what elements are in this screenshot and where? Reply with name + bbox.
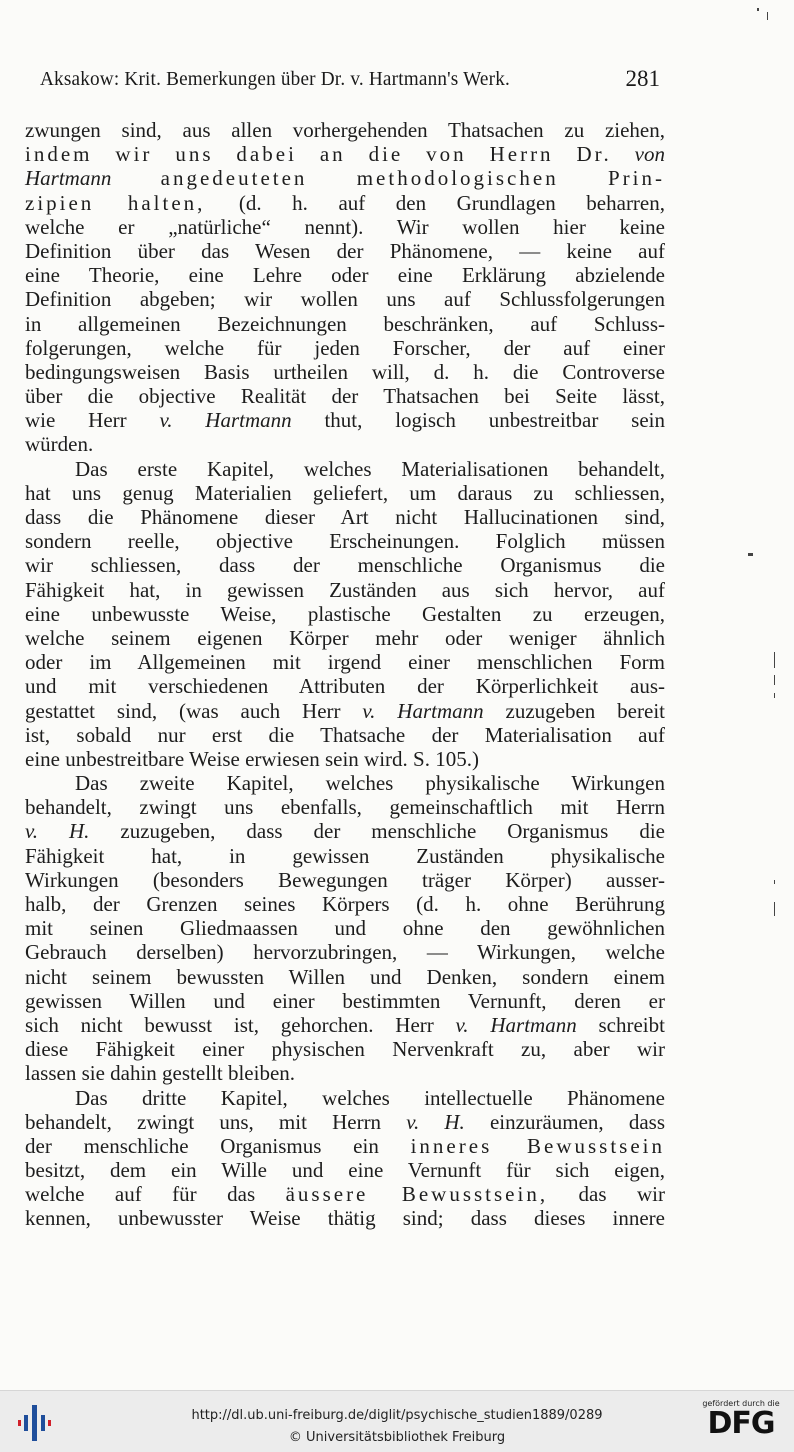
text-run: Das zweite Kapitel, welches physikalische Wirkungen (75, 771, 665, 796)
dfg-wordmark: DFG (707, 1406, 775, 1441)
text-line (25, 723, 665, 747)
text-run: sich nicht bewusst ist, gehorchen. Herr (25, 1012, 456, 1037)
text-line (25, 481, 665, 505)
text-run: schreibt (576, 1012, 665, 1037)
text-line (25, 819, 665, 843)
text-run: ist, sobald nur erst die Thatsache der Materialisation auf (25, 722, 665, 747)
text-run: gewissen Willen und einer bestimmten Vernunft, deren er (25, 988, 665, 1013)
dfg-logo (698, 1399, 784, 1447)
text-run: eine unbestreitbare Weise erwiesen sein wird. S. 105.) (25, 746, 479, 771)
text-run: zwungen sind, aus allen vorhergehenden Thatsachen zu ziehen, (25, 118, 665, 142)
text-line (25, 916, 665, 940)
dfg-caption: gefördert durch die (702, 1399, 780, 1408)
text-line (25, 965, 665, 989)
text-run: welche er „natürliche“ nennt). Wir wollen hier keine (25, 214, 665, 239)
text-run: diese Fähigkeit einer physischen Nervenkraft zu, aber wir (25, 1037, 665, 1062)
text-line (25, 1134, 665, 1158)
text-line (25, 215, 665, 239)
scan-mark (774, 902, 775, 916)
italic-text: v. H. (25, 819, 90, 844)
text-run: eine Theorie, eine Lehre oder eine Erklärung abzielende (25, 263, 665, 288)
italic-text: v. H. (406, 1109, 465, 1134)
text-line (25, 1061, 665, 1085)
text-run: angedeuteten methodologischen Prin- (111, 166, 665, 191)
text-run: eine unbewusste Weise, plastische Gestalten zu erzeugen, (25, 601, 665, 626)
text-run: zuzugeben, dass der menschliche Organismus die (89, 819, 665, 844)
text-run: zipien halten, (25, 190, 239, 215)
text-line (25, 312, 665, 336)
text-line (25, 1086, 665, 1110)
text-run: dass die Phänomene dieser Art nicht Hallucinationen sind, (25, 505, 665, 529)
text-run: Das erste Kapitel, welches Materialisationen behandelt, (75, 456, 665, 481)
text-run: würden. (25, 432, 94, 457)
text-run: hat uns genug Materialien geliefert, um daraus zu schliessen, (25, 480, 665, 505)
text-run: Fähigkeit hat, in gewissen Zuständen physikalische (25, 843, 665, 868)
scan-mark (774, 693, 775, 698)
text-run: behandelt, zwingt uns ebenfalls, gemeinschaftlich mit Herrn (25, 795, 665, 820)
scan-mark (757, 8, 759, 11)
text-line (25, 771, 665, 795)
scan-mark (767, 12, 768, 20)
text-run: der menschliche Organismus ein (25, 1133, 411, 1158)
text-run: äussere Bewusstsein, (285, 1182, 549, 1207)
text-run: Fähigkeit hat, in gewissen Zuständen aus sich hervor, auf (25, 577, 665, 602)
text-run: wir schliessen, dass der menschliche Organismus die (25, 553, 665, 578)
text-run: und mit verschiedenen Attributen der Körperlichkeit aus- (25, 674, 665, 699)
text-line (25, 1037, 665, 1061)
text-line (25, 602, 665, 626)
viewer-footer (0, 1390, 794, 1452)
text-line (25, 553, 665, 577)
text-run: Definition über das Wesen der Phänomene, — keine auf (25, 238, 665, 263)
text-line (25, 892, 665, 916)
text-line (25, 699, 665, 723)
text-run: das wir (548, 1182, 665, 1207)
text-line (25, 674, 665, 698)
text-run: nicht seinem bewussten Willen und Denken, sondern einem (25, 964, 665, 989)
text-run: in allgemeinen Bezeichnungen beschränken, auf Schluss- (25, 311, 665, 336)
text-line (25, 336, 665, 360)
text-line (25, 1206, 665, 1230)
running-title: Aksakow: Krit. Bemerkungen über Dr. v. Hartmann's Werk. (40, 68, 510, 90)
text-line (25, 747, 665, 771)
text-line (25, 239, 665, 263)
text-line (25, 118, 665, 142)
text-run: welche auf für das (25, 1182, 286, 1207)
scan-mark (774, 880, 775, 884)
text-line (25, 287, 665, 311)
text-line (25, 1182, 665, 1206)
text-run: behandelt, zwingt uns, mit Herrn (25, 1109, 407, 1134)
text-run: bedingungsweisen Basis urtheilen will, d. h. die Controverse (25, 359, 665, 384)
scan-mark (748, 553, 753, 556)
text-run: Wirkungen (besonders Bewegungen träger Körper) ausser- (25, 867, 665, 892)
text-line (25, 1013, 665, 1037)
text-run: halb, der Grenzen seines Körpers (d. h. ohne Berührung (25, 892, 665, 916)
permalink-url[interactable]: http://dl.ub.uni-freiburg.de/diglit/psychische_studien1889/0289 (191, 1408, 603, 1423)
text-line (25, 1158, 665, 1182)
text-line (25, 505, 665, 529)
text-run: kennen, unbewusster Weise thätig sind; dass dieses innere (25, 1206, 665, 1231)
text-line (25, 989, 665, 1013)
text-line (25, 384, 665, 408)
text-run: wie Herr (25, 408, 160, 433)
scan-mark (774, 652, 775, 668)
text-line (25, 795, 665, 819)
text-run: oder im Allgemeinen mit irgend einer menschlichen Form (25, 650, 665, 675)
text-run: welche seinem eigenen Körper mehr oder weniger ähnlich (25, 625, 665, 650)
page-number: 281 (625, 66, 660, 91)
text-run: mit seinen Gliedmaassen und ohne den gewöhnlichen (25, 916, 665, 941)
text-line (25, 191, 665, 215)
page-header (40, 68, 660, 98)
text-run: folgerungen, welche für jeden Forscher, der auf einer (25, 335, 665, 360)
text-line (25, 432, 665, 456)
text-line (25, 408, 665, 432)
text-line (25, 844, 665, 868)
text-run: thut, logisch unbestreitbar sein (291, 408, 665, 433)
italic-text: von (634, 142, 665, 167)
text-run: Das dritte Kapitel, welches intellectuelle Phänomene (75, 1085, 665, 1110)
text-run: einzuräumen, dass (464, 1109, 665, 1134)
text-run: indem wir uns dabei an die von Herrn Dr. (25, 142, 635, 167)
text-run: sondern reelle, objective Erscheinungen. Folglich müssen (25, 529, 665, 554)
text-line (25, 529, 665, 553)
text-line (25, 1110, 665, 1134)
scan-mark (774, 675, 775, 685)
italic-text: v. Hartmann (362, 698, 484, 723)
text-run: (d. h. auf den Grundlagen beharren, (238, 190, 665, 215)
text-run: zuzugeben bereit (483, 698, 665, 723)
italic-text: Hartmann (25, 166, 112, 191)
text-line (25, 868, 665, 892)
copyright-notice: © Universitätsbibliothek Freiburg (288, 1430, 506, 1445)
text-line (25, 626, 665, 650)
text-line (25, 263, 665, 287)
text-run: inneres Bewusstsein (410, 1133, 665, 1158)
text-line (25, 457, 665, 481)
text-line (25, 650, 665, 674)
text-run: Definition abgeben; wir wollen uns auf Schlussfolgerungen (25, 287, 665, 312)
text-line (25, 940, 665, 964)
text-run: über die objective Realität der Thatsachen bei Seite lässt, (25, 384, 665, 409)
text-run: Gebrauch derselben) hervorzubringen, — Wirkungen, welche (25, 940, 665, 965)
text-line (25, 578, 665, 602)
text-run: lassen sie dahin gestellt bleiben. (25, 1061, 296, 1086)
italic-text: v. Hartmann (159, 408, 292, 433)
text-line (25, 360, 665, 384)
text-run: gestattet sind, (was auch Herr (25, 698, 363, 723)
text-line (25, 166, 665, 190)
text-run: besitzt, dem ein Wille und eine Vernunft für sich eigen, (25, 1158, 665, 1183)
text-line (25, 142, 665, 166)
body-text (25, 118, 665, 1231)
italic-text: v. Hartmann (455, 1012, 577, 1037)
